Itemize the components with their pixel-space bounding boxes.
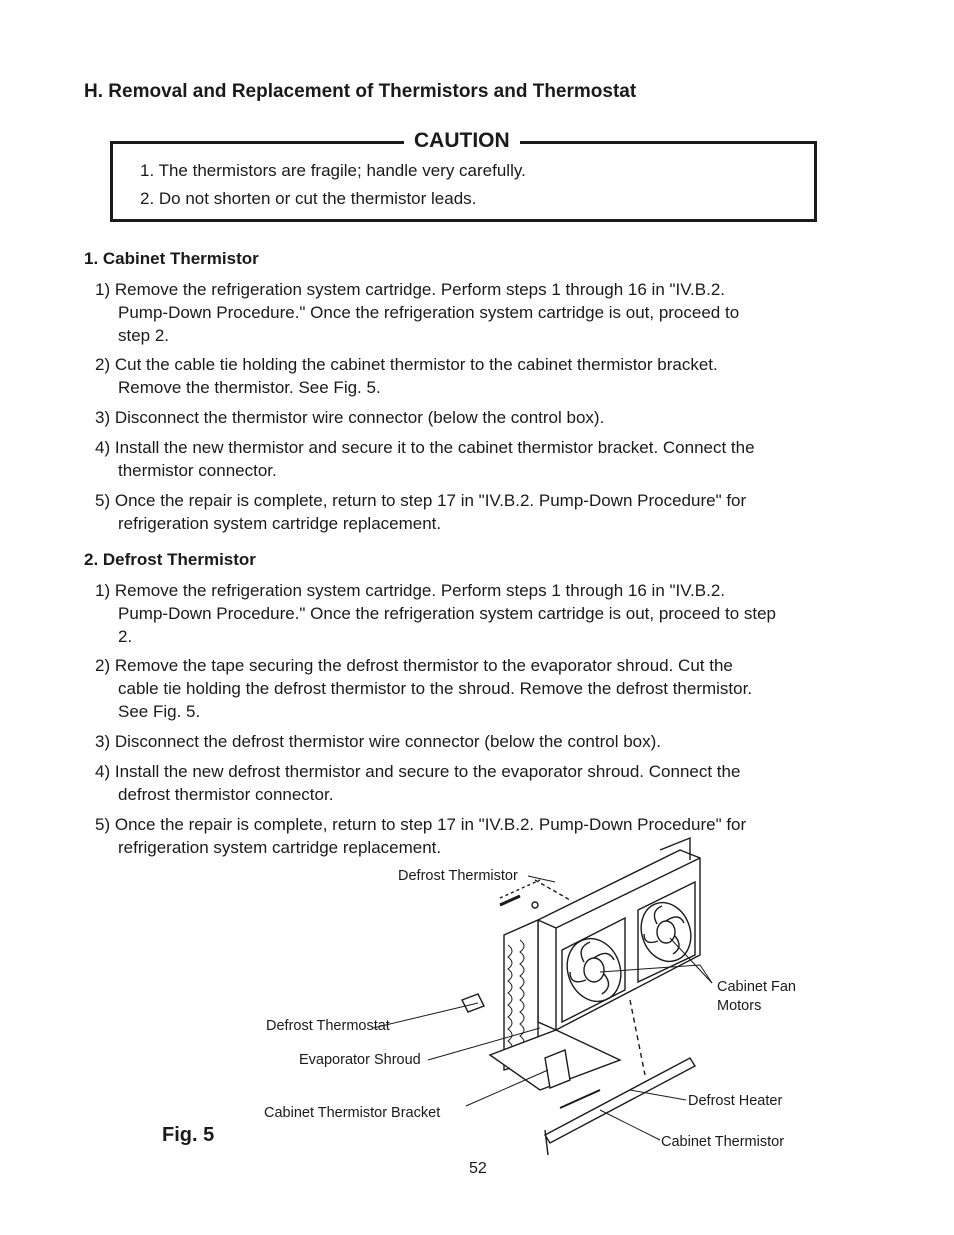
step-text: defrost thermistor connector. <box>118 785 334 804</box>
step-number: 5) <box>95 491 111 510</box>
step-text: Remove the tape securing the defrost thermistor to the evaporator shroud. Cut the <box>114 656 733 675</box>
step-number: 2) <box>95 355 111 374</box>
section-heading: H. Removal and Replacement of Thermistors and Thermostat <box>84 81 637 102</box>
subsection-title-cabinet-thermistor: 1. Cabinet Thermistor <box>84 249 259 268</box>
label-cabinet-thermistor-bracket: Cabinet Thermistor Bracket <box>264 1105 441 1121</box>
step-text: Remove the refrigeration system cartridge. Perform steps 1 through 16 in "IV.B.2. <box>114 280 725 299</box>
caution-item: 2. Do not shorten or cut the thermistor leads. <box>140 189 477 208</box>
step-text: Install the new defrost thermistor and secure to the evaporator shroud. Connect the <box>114 762 741 781</box>
step-number: 1) <box>95 280 111 299</box>
page-number: 52 <box>469 1160 487 1177</box>
step-text: Remove the refrigeration system cartridge. Perform steps 1 through 16 in "IV.B.2. <box>114 581 725 600</box>
label-defrost-heater: Defrost Heater <box>688 1093 783 1109</box>
step-text: 2. <box>118 627 133 646</box>
step-number: 4) <box>95 438 111 457</box>
step-text: Pump-Down Procedure." Once the refrigeration system cartridge is out, proceed to <box>118 303 740 322</box>
step-text: See Fig. 5. <box>118 702 201 721</box>
step-text: Cut the cable tie holding the cabinet thermistor to the cabinet thermistor bracket. <box>114 355 718 374</box>
step-text: Disconnect the thermistor wire connector (below the control box). <box>114 408 605 427</box>
step-number: 5) <box>95 815 111 834</box>
subsection-title-defrost-thermistor: 2. Defrost Thermistor <box>84 550 256 569</box>
step-text: Remove the thermistor. See Fig. 5. <box>118 378 381 397</box>
step-text: Disconnect the defrost thermistor wire connector (below the control box). <box>114 732 661 751</box>
step-number: 3) <box>95 732 111 751</box>
label-defrost-thermostat: Defrost Thermostat <box>266 1018 390 1034</box>
label-cabinet-fan-motors: Motors <box>717 998 762 1014</box>
step-number: 2) <box>95 656 111 675</box>
label-cabinet-thermistor: Cabinet Thermistor <box>661 1134 785 1150</box>
step-text: cable tie holding the defrost thermistor to the shroud. Remove the defrost thermistor. <box>118 679 753 698</box>
label-defrost-thermistor: Defrost Thermistor <box>398 868 518 884</box>
step-number: 1) <box>95 581 111 600</box>
step-number: 3) <box>95 408 111 427</box>
step-text: Once the repair is complete, return to step 17 in "IV.B.2. Pump-Down Procedure" for <box>114 815 747 834</box>
step-text: step 2. <box>118 326 170 345</box>
step-text: refrigeration system cartridge replacement. <box>118 514 442 533</box>
label-evaporator-shroud: Evaporator Shroud <box>299 1052 421 1068</box>
step-text: Pump-Down Procedure." Once the refrigeration system cartridge is out, proceed to step <box>118 604 777 623</box>
step-number: 4) <box>95 762 111 781</box>
caution-title: CAUTION <box>404 129 520 153</box>
step-text: refrigeration system cartridge replacement. <box>118 838 442 857</box>
step-text: thermistor connector. <box>118 461 277 480</box>
step-text: Install the new thermistor and secure it to the cabinet thermistor bracket. Connect the <box>114 438 755 457</box>
label-cabinet-fan-motors: Cabinet Fan <box>717 979 796 995</box>
caution-item: 1. The thermistors are fragile; handle very carefully. <box>140 161 526 180</box>
step-text: Once the repair is complete, return to step 17 in "IV.B.2. Pump-Down Procedure" for <box>114 491 747 510</box>
figure-caption: Fig. 5 <box>162 1124 215 1146</box>
